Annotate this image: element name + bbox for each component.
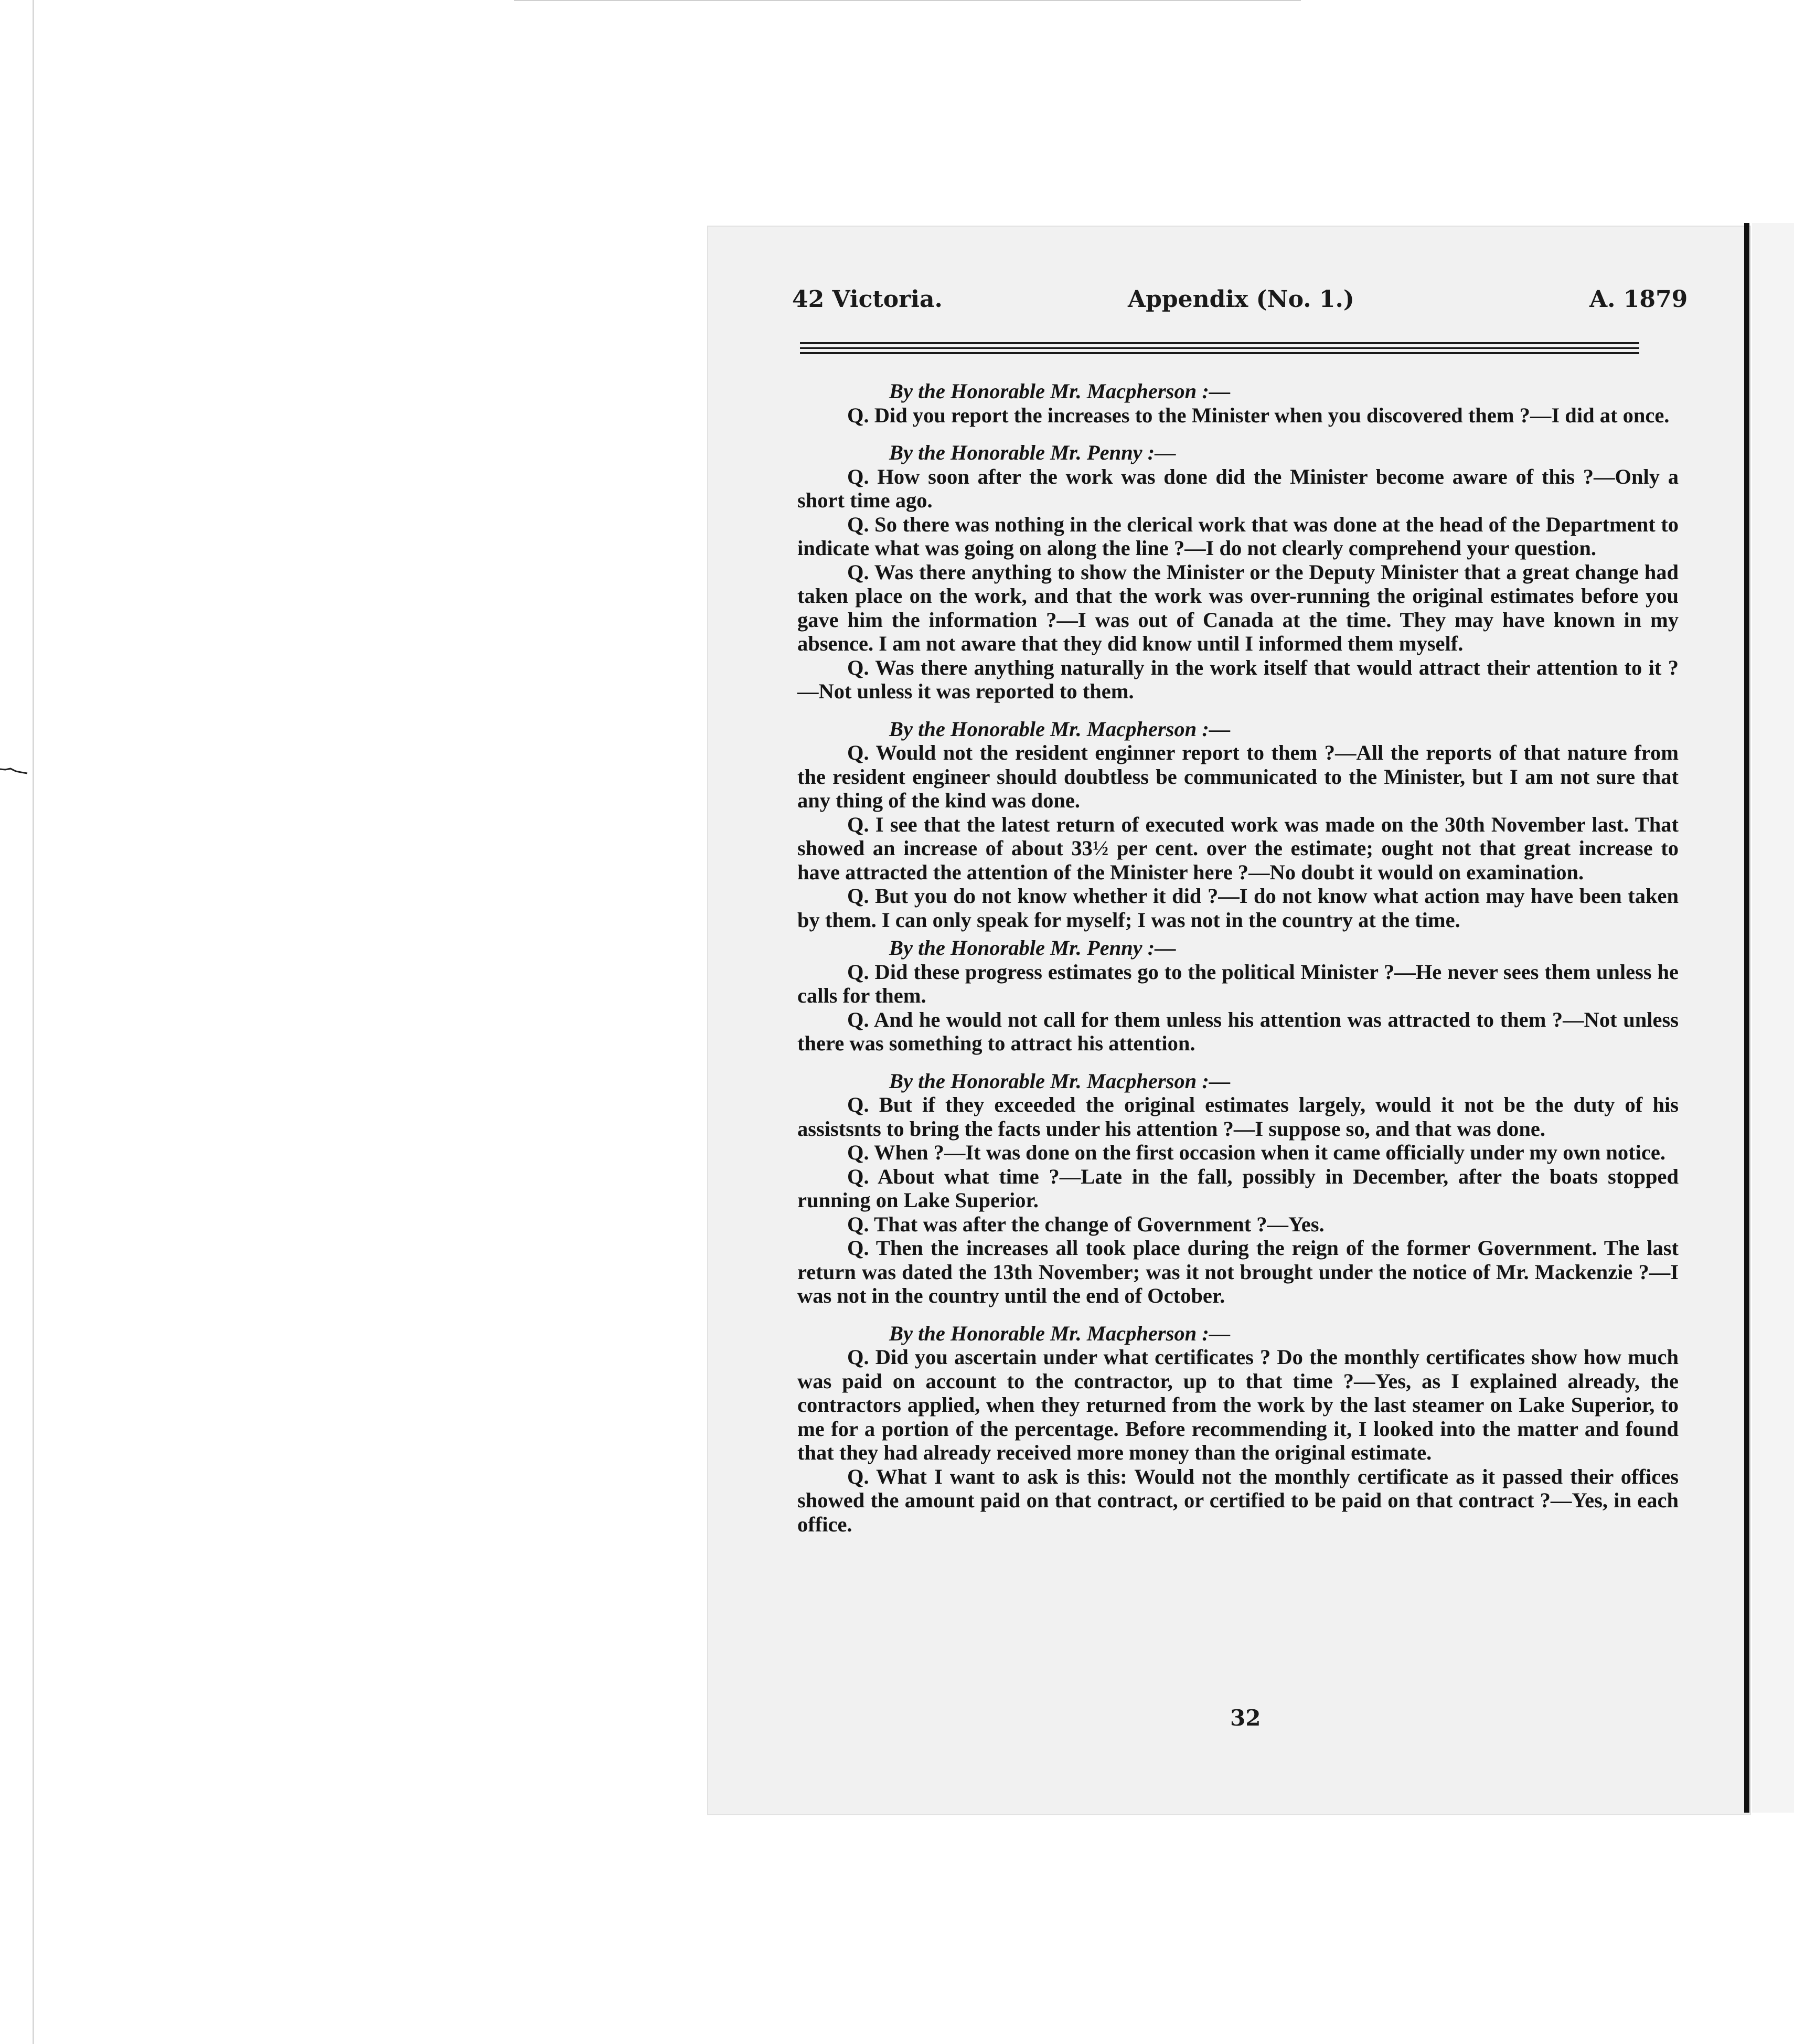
question-answer-paragraph: Q. Did you ascertain under what certificates ? Do the monthly certificates show how much was paid on account to the contractor, up to that time ?—Yes, as I explained already, the contractors applied, when they returned from the work by the last steamer on Lake Superior, to me for a portion of the percentage. Before recommending it, I looked into the matter and found that they had already received more money than the original estimate. <box>797 1345 1679 1464</box>
speaker-heading: By the Honorable Mr. Penny :— <box>889 936 1176 960</box>
question-answer-paragraph: Q. That was after the change of Government ?—Yes. <box>847 1212 1325 1236</box>
question-answer-paragraph: Q. And he would not call for them unless his attention was attracted to them ?—Not unless there was something to attract his attention. <box>797 1007 1679 1055</box>
question-answer-paragraph: Q. But if they exceeded the original estimates largely, would it not be the duty of his assistsnts to bring the facts under his attention ?—I suppose so, and that was done. <box>797 1093 1679 1141</box>
question-answer-paragraph: Q. Then the increases all took place during the reign of the former Government. The last return was dated the 13th November; was it not brought under the notice of Mr. Mackenzie ?—I was not in the country until the end of October. <box>797 1236 1679 1307</box>
speaker-heading: By the Honorable Mr. Macpherson :— <box>889 1321 1231 1345</box>
question-answer-paragraph: Q. Was there anything naturally in the work itself that would attract their attention to it ?—Not unless it was reported to them. <box>797 655 1679 703</box>
question-answer-paragraph: Q. Did you report the increases to the Minister when you discovered them ?—I did at once. <box>847 403 1670 427</box>
question-answer-paragraph: Q. So there was nothing in the clerical work that was done at the head of the Department to indicate what was going on along the line ?—I do not clearly comprehend your question. <box>797 512 1679 560</box>
question-answer-paragraph: Q. How soon after the work was done did the Minister become aware of this ?—Only a short time ago. <box>797 464 1679 512</box>
header-rule-top <box>800 342 1639 344</box>
adjacent-page-strip <box>1752 223 1794 1813</box>
page-header <box>792 286 1688 323</box>
header-appendix: Appendix (No. 1.) <box>1128 286 1354 313</box>
speaker-heading: By the Honorable Mr. Macpherson :— <box>889 1069 1231 1093</box>
page-body <box>797 375 1679 1536</box>
scan-edge-left <box>33 0 34 2044</box>
question-answer-paragraph: Q. Did these progress estimates go to the political Minister ?—He never sees them unless he calls for them. <box>797 960 1679 1007</box>
question-answer-paragraph: Q. I see that the latest return of executed work was made on the 30th November last. That showed an increase of about 33½ per cent. over the estimate; ought not that great increase to have attracted the attention of the Minister here ?—No doubt it would on examination. <box>797 812 1679 884</box>
header-session: 42 Victoria. <box>792 286 943 313</box>
speaker-heading: By the Honorable Mr. Penny :— <box>889 441 1176 464</box>
scan-top-line <box>514 0 1301 1</box>
question-answer-paragraph: Q. About what time ?—Late in the fall, possibly in December, after the boats stopped running on Lake Superior. <box>797 1164 1679 1212</box>
speaker-heading: By the Honorable Mr. Macpherson :— <box>889 717 1231 741</box>
header-rule-middle <box>800 347 1639 349</box>
question-answer-paragraph: Q. What I want to ask is this: Would not the monthly certificate as it passed their offices showed the amount paid on that contract, or certified to be paid on that contract ?—Yes, in each office. <box>797 1464 1679 1536</box>
question-answer-paragraph: Q. But you do not know whether it did ?—I do not know what action may have been taken by them. I can only speak for myself; I was not in the country at the time. <box>797 884 1679 932</box>
speaker-heading: By the Honorable Mr. Macpherson :— <box>889 379 1231 403</box>
question-answer-paragraph: Q. Was there anything to show the Minister or the Deputy Minister that a great change had taken place on the work, and that the work was over-running the original estimates before you gave him the information ?—I was out of Canada at the time. They may have known in my absence. I am not aware that they did know until I informed them myself. <box>797 560 1679 655</box>
scan-mark-left <box>0 767 29 774</box>
header-year: A. 1879 <box>1589 286 1688 313</box>
header-rule-bottom <box>800 352 1639 354</box>
question-answer-paragraph: Q. Would not the resident enginner report to them ?—All the reports of that nature from the resident engineer should doubtless be communicated to the Minister, but I am not sure that any thing of the kind was done. <box>797 741 1679 812</box>
page-binding-edge <box>1744 223 1749 1813</box>
page-number: 32 <box>1230 1705 1261 1731</box>
question-answer-paragraph: Q. When ?—It was done on the first occasion when it came officially under my own notice. <box>847 1141 1665 1164</box>
